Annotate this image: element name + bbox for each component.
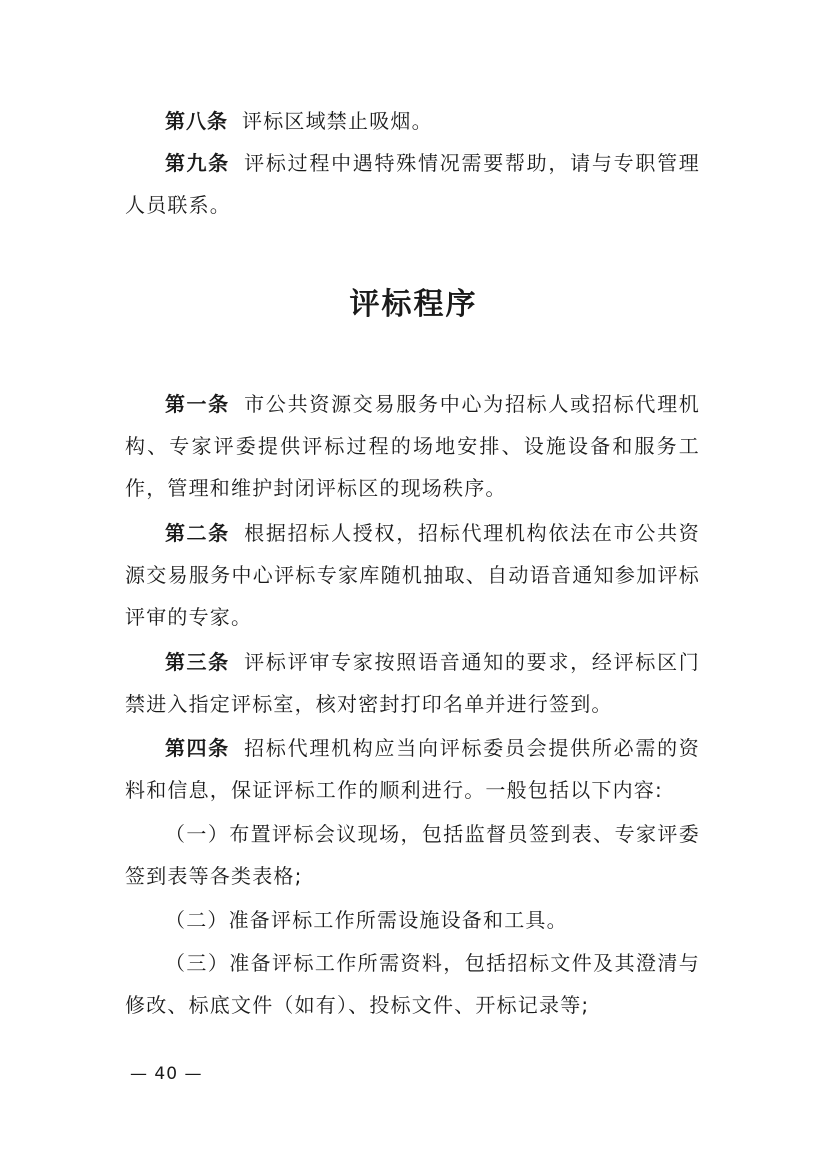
article-3-text: 评标评审专家按照语音通知的要求，经评标区门禁进入指定评标室，核对密封打印名单并进行签到。 bbox=[125, 650, 701, 716]
list-item-3: （三）准备评标工作所需资料，包括招标文件及其澄清与修改、标底文件（如有）、投标文件、开标记录等; bbox=[125, 951, 700, 1017]
article-9 bbox=[125, 142, 700, 226]
article-2-label: 第二条 bbox=[165, 521, 230, 545]
article-4 bbox=[125, 727, 700, 811]
article-4-text: 招标代理机构应当向评标委员会提供所必需的资料和信息，保证评标工作的顺利进行。一般包括以下内容: bbox=[125, 736, 701, 802]
article-8-text: 评标区域禁止吸烟。 bbox=[242, 109, 433, 133]
article-2-text: 根据招标人授权，招标代理机构依法在市公共资源交易服务中心评标专家库随机抽取、自动语音通知参加评标评审的专家。 bbox=[125, 521, 701, 629]
article-2 bbox=[125, 512, 700, 638]
article-3-label: 第三条 bbox=[165, 650, 230, 674]
article-1 bbox=[125, 383, 700, 509]
article-8-label: 第八条 bbox=[165, 109, 228, 133]
article-8 bbox=[125, 100, 700, 142]
list-item-2: （二）准备评标工作所需设施设备和工具。 bbox=[165, 908, 568, 932]
article-9-text: 评标过程中遇特殊情况需要帮助，请与专职管理人员联系。 bbox=[125, 151, 701, 217]
article-1-label: 第一条 bbox=[165, 392, 230, 416]
article-9-label: 第九条 bbox=[165, 151, 230, 175]
section-title: 评标程序 bbox=[349, 287, 478, 322]
page-number: — 40 — bbox=[130, 1064, 203, 1084]
article-3 bbox=[125, 641, 700, 725]
article-4-label: 第四条 bbox=[165, 736, 230, 760]
list-item-1: （一）布置评标会议现场，包括监督员签到表、专家评委签到表等各类表格; bbox=[125, 822, 700, 888]
article-1-text: 市公共资源交易服务中心为招标人或招标代理机构、专家评委提供评标过程的场地安排、设施设备和服务工作，管理和维护封闭评标区的现场秩序。 bbox=[125, 392, 701, 500]
